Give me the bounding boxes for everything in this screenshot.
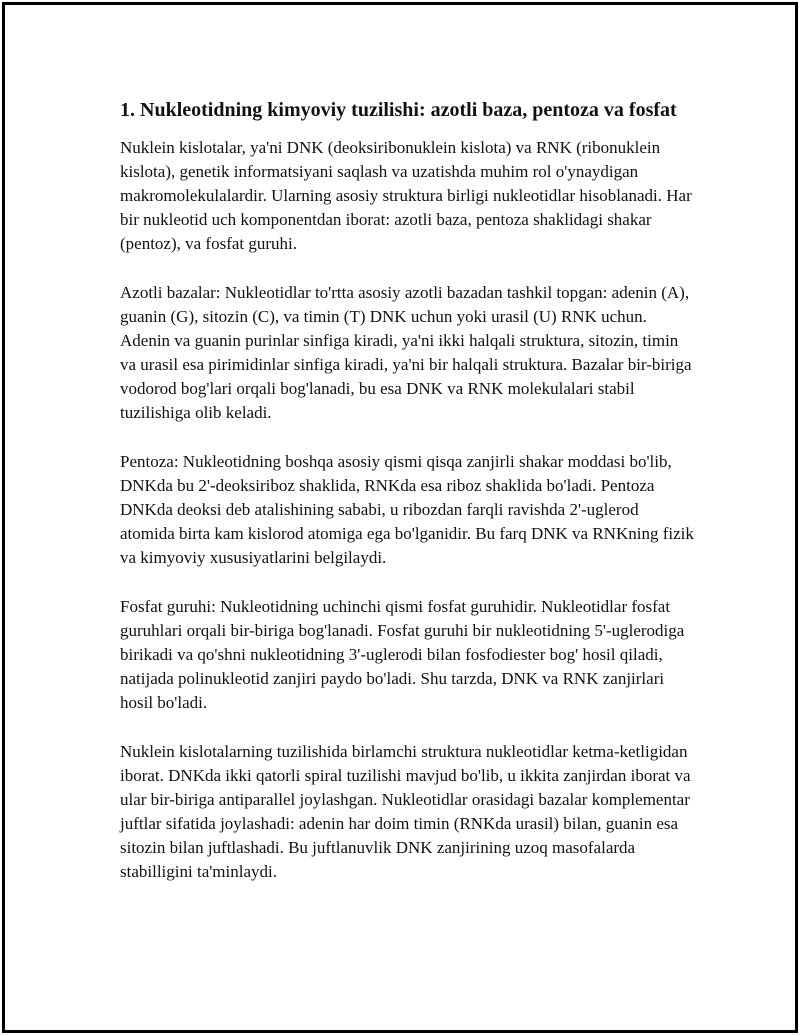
page-frame	[2, 2, 798, 1033]
paragraph-pentose: Pentoza: Nukleotidning boshqa asosiy qismi qisqa zanjirli shakar moddasi bo'lib, DNKda bu 2'-deoksiriboz shaklida, RNKda esa riboz shaklida bo'ladi. Pentoza DNKda deoksi deb atalishining sababi, u ribozdan farqli ravishda 2'-uglerod atomida birta kam kislorod atomiga ega bo'lganidir. Bu farq DNK va RNKning fizik va kimyoviy xususiyatlarini belgilaydi.	[120, 452, 694, 567]
document-body	[120, 97, 695, 909]
paragraph-intro: Nuklein kislotalar, ya'ni DNK (deoksiribonuklein kislota) va RNK (ribonuklein kislota), genetik informatsiyani saqlash va uzatishda muhim rol o'ynaydigan makromolekulalardir. Ularning asosiy struktura birligi nukleotidlar hisoblanadi. Har bir nukleotid uch komponentdan iborat: azotli baza, pentoza shaklidagi shakar (pentoz), va fosfat guruhi.	[120, 138, 692, 253]
section-heading: 1. Nukleotidning kimyoviy tuzilishi: azotli baza, pentoza va fosfat	[120, 99, 677, 121]
paragraph-phosphate-group: Fosfat guruhi: Nukleotidning uchinchi qismi fosfat guruhidir. Nukleotidlar fosfat guruhlari orqali bir-biriga bog'lanadi. Fosfat guruhi bir nukleotidning 5'-uglerodiga birikadi va qo'shni nukleotidning 3'-uglerodi bilan fosfodiester bog' hosil qiladi, natijada polinukleotid zanjiri paydo bo'ladi. Shu tarzda, DNK va RNK zanjirlari hosil bo'ladi.	[120, 597, 685, 712]
paragraph-nitrogenous-bases: Azotli bazalar: Nukleotidlar to'rtta asosiy azotli bazadan tashkil topgan: adenin (A), guanin (G), sitozin (C), va timin (T) DNK uchun yoki urasil (U) RNK uchun. Adenin va guanin purinlar sinfiga kiradi, ya'ni ikki halqali struktura, sitozin, timin va urasil esa pirimidinlar sinfiga kiradi, ya'ni bir halqali struktura. Bazalar bir-biriga vodorod bog'lari orqali bog'lanadi, bu esa DNK va RNK molekulalari stabil tuzilishiga olib keladi.	[120, 283, 692, 422]
paragraph-primary-structure: Nuklein kislotalarning tuzilishida birlamchi struktura nukleotidlar ketma-ketligidan iborat. DNKda ikki qatorli spiral tuzilishi mavjud bo'lib, u ikkita zanjirdan iborat va ular bir-biriga antiparallel joylashgan. Nukleotidlar orasidagi bazalar komplementar juftlar sifatida joylashadi: adenin har doim timin (RNKda urasil) bilan, guanin esa sitozin bilan juftlashadi. Bu juftlanuvlik DNK zanjirining uzoq masofalarda stabilligini ta'minlaydi.	[120, 742, 691, 881]
